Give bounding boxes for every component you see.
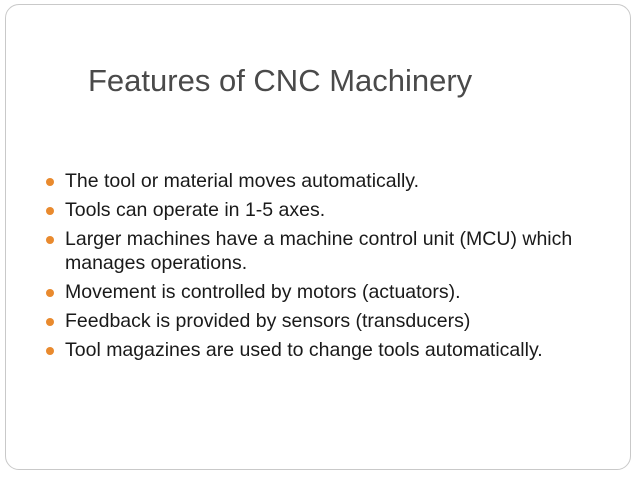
bullet-text: Tool magazines are used to change tools automatically. (65, 339, 543, 361)
bullet-text: The tool or material moves automatically. (65, 170, 420, 192)
slide-frame (5, 4, 631, 470)
bullet-list (46, 169, 616, 367)
list-item (46, 309, 616, 333)
bullet-dot-icon (46, 207, 54, 215)
list-item (46, 169, 616, 193)
bullet-dot-icon (46, 236, 54, 244)
bullet-dot-icon (46, 178, 54, 186)
bullet-dot-icon (46, 289, 54, 297)
bullet-dot-icon (46, 318, 54, 326)
bullet-text: Larger machines have a machine control unit (MCU) which manages operations. (65, 228, 573, 274)
list-item (46, 198, 616, 222)
list-item (46, 338, 616, 362)
bullet-text: Feedback is provided by sensors (transducers) (65, 310, 471, 332)
list-item (46, 280, 616, 304)
bullet-text: Movement is controlled by motors (actuators). (65, 281, 461, 303)
bullet-text: Tools can operate in 1-5 axes. (65, 199, 326, 221)
slide-title: Features of CNC Machinery (88, 63, 473, 98)
bullet-dot-icon (46, 347, 54, 355)
list-item (46, 227, 616, 275)
